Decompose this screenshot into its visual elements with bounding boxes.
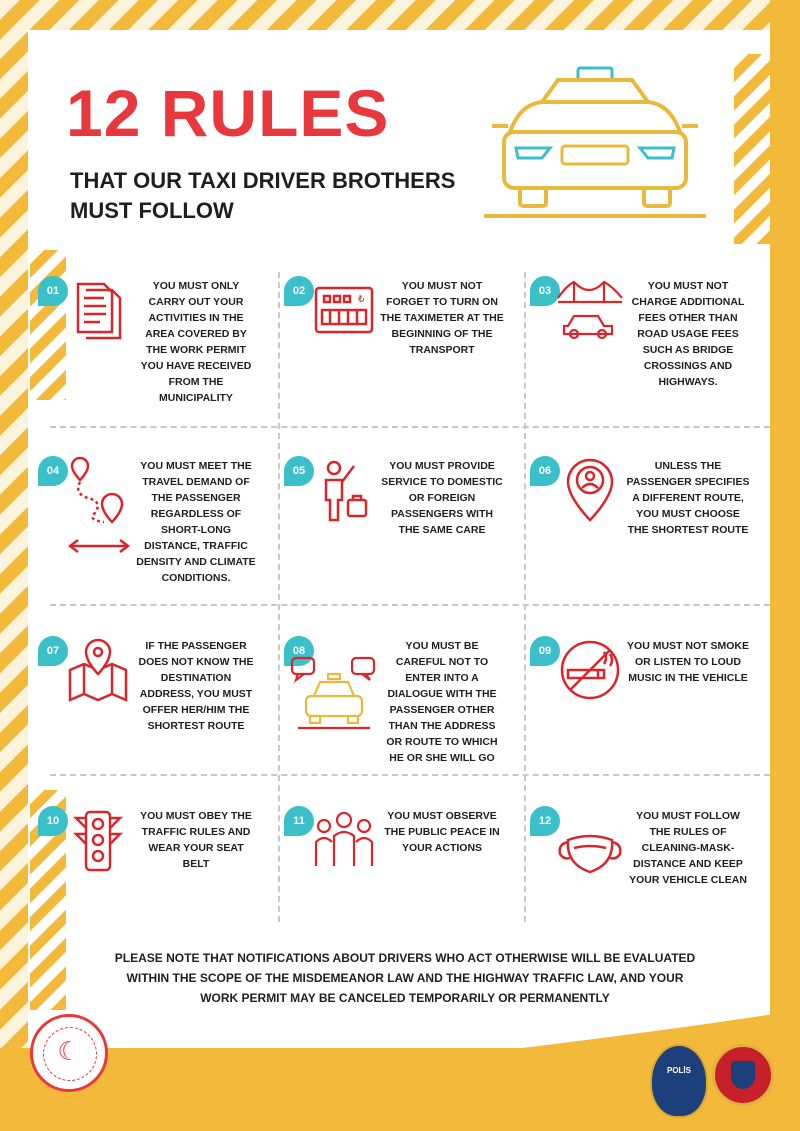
rule-number-badge: 02: [284, 276, 314, 306]
location-pin-person-icon: [556, 456, 624, 524]
rule-card: [522, 440, 766, 608]
rule-text: YOU MUST OBEY THE TRAFFIC RULES AND WEAR YOUR SEAT BELT: [140, 810, 252, 870]
rule-text: YOU MUST PROVIDE SERVICE TO DOMESTIC OR FOREIGN PASSENGERS WITH THE SAME CARE: [381, 460, 503, 536]
rule-card: [276, 440, 520, 608]
police-badge-label: POLİS: [666, 1066, 691, 1075]
rule-card: [30, 440, 274, 608]
passenger-luggage-icon: [310, 456, 378, 524]
rule-card: [30, 790, 274, 958]
stripe-decoration-top-right: [734, 54, 770, 244]
ministry-seal-logo: [30, 1014, 108, 1092]
rule-text: YOU MUST NOT FORGET TO TURN ON THE TAXIMETER AT THE BEGINNING OF THE TRANSPORT: [380, 280, 504, 356]
rule-number-badge: 04: [38, 456, 68, 486]
documents-icon: [64, 276, 132, 344]
rule-card: [522, 260, 766, 428]
rule-text: UNLESS THE PASSENGER SPECIFIES A DIFFERENT ROUTE, YOU MUST CHOOSE THE SHORTEST ROUTE: [626, 460, 750, 536]
rule-number-badge: 10: [38, 806, 68, 836]
route-distance-icon: [64, 454, 132, 564]
rule-text: YOU MUST BE CAREFUL NOT TO ENTER INTO A DIALOGUE WITH THE PASSENGER OTHER THAN THE ADDRESS OR ROUTE TO WHICH HE OR SHE WILL GO: [386, 640, 498, 764]
svg-text:₺: ₺: [358, 294, 365, 305]
rule-text: YOU MUST NOT CHARGE ADDITIONAL FEES OTHER THAN ROAD USAGE FEES SUCH AS BRIDGE CROSSINGS AND HIGHWAYS.: [631, 280, 745, 388]
rule-card: [30, 620, 274, 788]
no-smoking-icon: [556, 636, 624, 704]
rule-number-badge: 05: [284, 456, 314, 486]
rule-number-badge: 07: [38, 636, 68, 666]
rule-text: IF THE PASSENGER DOES NOT KNOW THE DESTINATION ADDRESS, YOU MUST OFFER HER/HIM THE SHORTEST ROUTE: [138, 640, 254, 732]
rule-card: [522, 790, 766, 958]
rule-card: [30, 260, 274, 428]
rule-number-badge: 12: [530, 806, 560, 836]
rule-card: [276, 260, 520, 428]
map-pin-icon: [64, 636, 132, 704]
rule-number-badge: 08: [284, 636, 314, 666]
rule-card: [276, 620, 520, 788]
rule-card: [276, 790, 520, 958]
rule-text: YOU MUST MEET THE TRAVEL DEMAND OF THE PASSENGER REGARDLESS OF SHORT-LONG DISTANCE, TRAFFIC DENSITY AND CLIMATE CONDITIONS.: [136, 460, 256, 584]
taxi-chat-icon: [290, 656, 380, 736]
rule-number-badge: 01: [38, 276, 68, 306]
page-subtitle: THAT OUR TAXI DRIVER BROTHERS MUST FOLLOW: [70, 168, 456, 223]
rule-number-badge: 03: [530, 276, 560, 306]
gendarmerie-crest: [731, 1061, 755, 1089]
police-badge-logo: [650, 1044, 708, 1118]
bridge-car-icon: [556, 276, 624, 344]
people-group-icon: [310, 806, 378, 874]
rule-text: YOU MUST ONLY CARRY OUT YOUR ACTIVITIES IN THE AREA COVERED BY THE WORK PERMIT YOU HAVE RECEIVED FROM THE MUNICIPALITY: [140, 280, 252, 404]
rule-text: YOU MUST FOLLOW THE RULES OF CLEANING-MASK-DISTANCE AND KEEP YOUR VEHICLE CLEAN: [629, 810, 747, 886]
rule-number-badge: 06: [530, 456, 560, 486]
crescent-star-icon: ☾: [57, 1036, 81, 1066]
page-title: 12 RULES: [66, 76, 390, 150]
rule-text: YOU MUST OBSERVE THE PUBLIC PEACE IN YOUR ACTIONS: [384, 810, 500, 854]
gendarmerie-badge-logo: [712, 1044, 774, 1106]
face-mask-icon: [556, 820, 624, 888]
rule-text: YOU MUST NOT SMOKE OR LISTEN TO LOUD MUSIC IN THE VEHICLE: [627, 640, 749, 684]
rule-number-badge: 09: [530, 636, 560, 666]
traffic-light-icon: [64, 806, 132, 874]
rule-number-badge: 11: [284, 806, 314, 836]
rule-card: [522, 620, 766, 788]
footer-note: PLEASE NOTE THAT NOTIFICATIONS ABOUT DRIVERS WHO ACT OTHERWISE WILL BE EVALUATED WITHIN THE SCOPE OF THE MISDEMEANOR LAW AND THE HIGHWAY TRAFFIC LAW, AND YOUR WORK PERMIT MAY BE CANCELED TEMPORARILY OR PERMANENTLY: [114, 951, 696, 1005]
taximeter-icon: [310, 276, 378, 344]
right-border-band: [770, 0, 800, 1131]
taxi-hero-icon: [480, 66, 710, 226]
